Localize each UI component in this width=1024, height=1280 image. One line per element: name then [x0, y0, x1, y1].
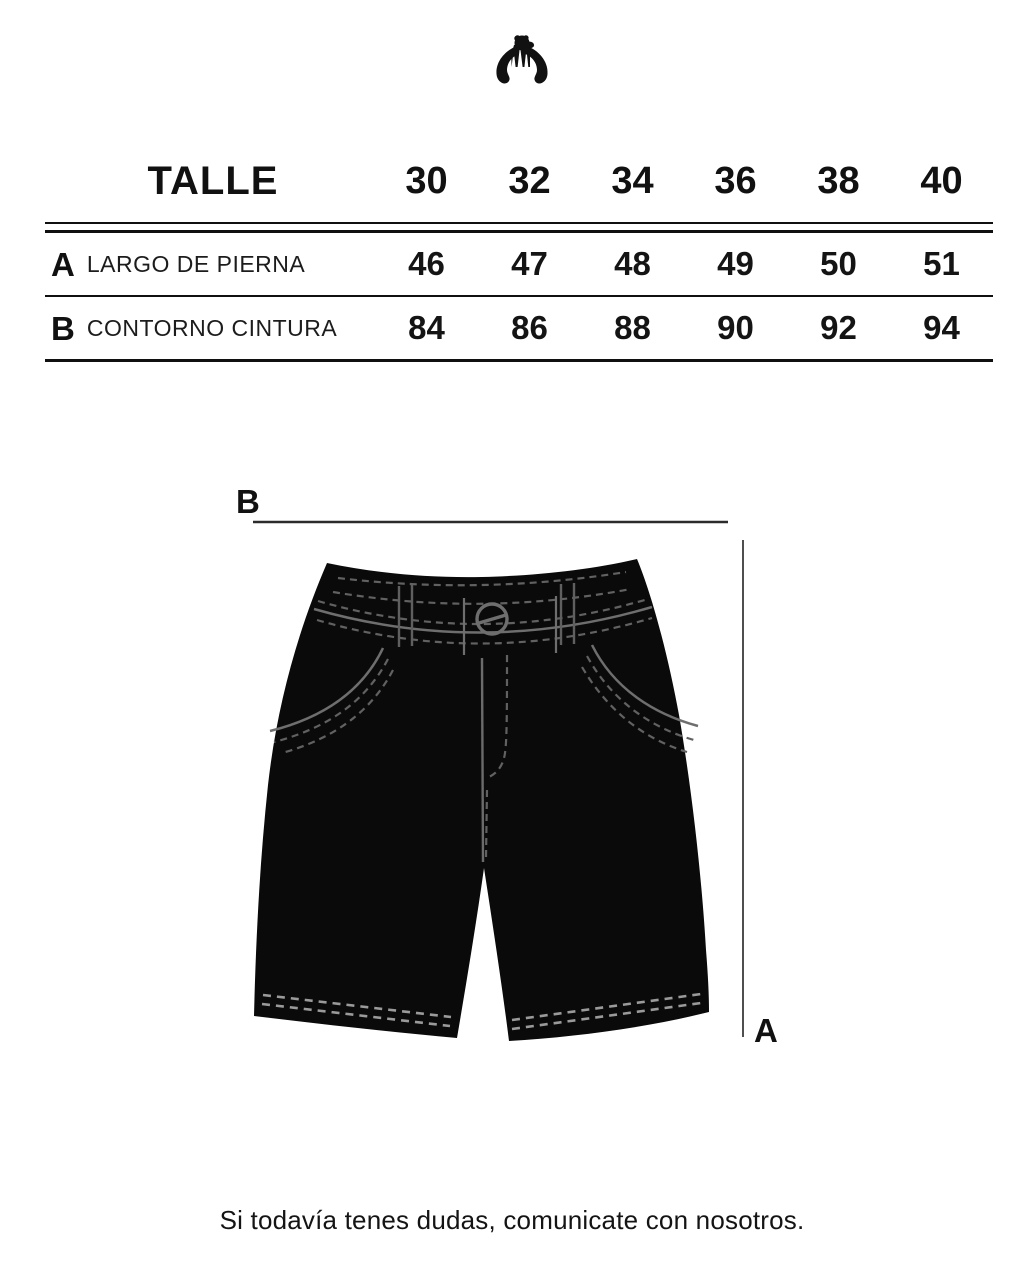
- leg-length-30: 46: [408, 245, 445, 282]
- size-col-38: 38: [817, 159, 860, 202]
- row-letter-b: B: [51, 309, 75, 347]
- leg-length-40: 51: [923, 245, 960, 282]
- waist-34: 88: [614, 309, 651, 346]
- row-label-waist: CONTORNO CINTURA: [86, 314, 338, 341]
- waist-32: 86: [511, 309, 548, 346]
- waist-36: 90: [717, 309, 754, 346]
- row-label-leg-length: LARGO DE PIERNA: [86, 250, 306, 277]
- size-col-30: 30: [405, 159, 448, 202]
- shorts-drawing: [254, 559, 709, 1041]
- leg-length-36: 49: [717, 245, 754, 282]
- waist-30: 84: [408, 309, 445, 346]
- leg-length-38: 50: [820, 245, 857, 282]
- size-col-32: 32: [508, 159, 551, 202]
- size-col-36: 36: [714, 159, 757, 202]
- waist-40: 94: [923, 309, 960, 346]
- size-table-title: TALLE: [147, 158, 279, 203]
- contact-note: Si todavía tenes dudas, comunicate con nosotros.: [219, 1205, 805, 1235]
- leg-length-34: 48: [614, 245, 651, 282]
- row-letter-a: A: [51, 245, 75, 283]
- leg-length-32: 47: [511, 245, 548, 282]
- waist-38: 92: [820, 309, 857, 346]
- size-col-40: 40: [920, 159, 963, 202]
- measure-label-b: B: [236, 483, 260, 520]
- measure-label-a: A: [754, 1012, 778, 1049]
- size-col-34: 34: [611, 159, 654, 202]
